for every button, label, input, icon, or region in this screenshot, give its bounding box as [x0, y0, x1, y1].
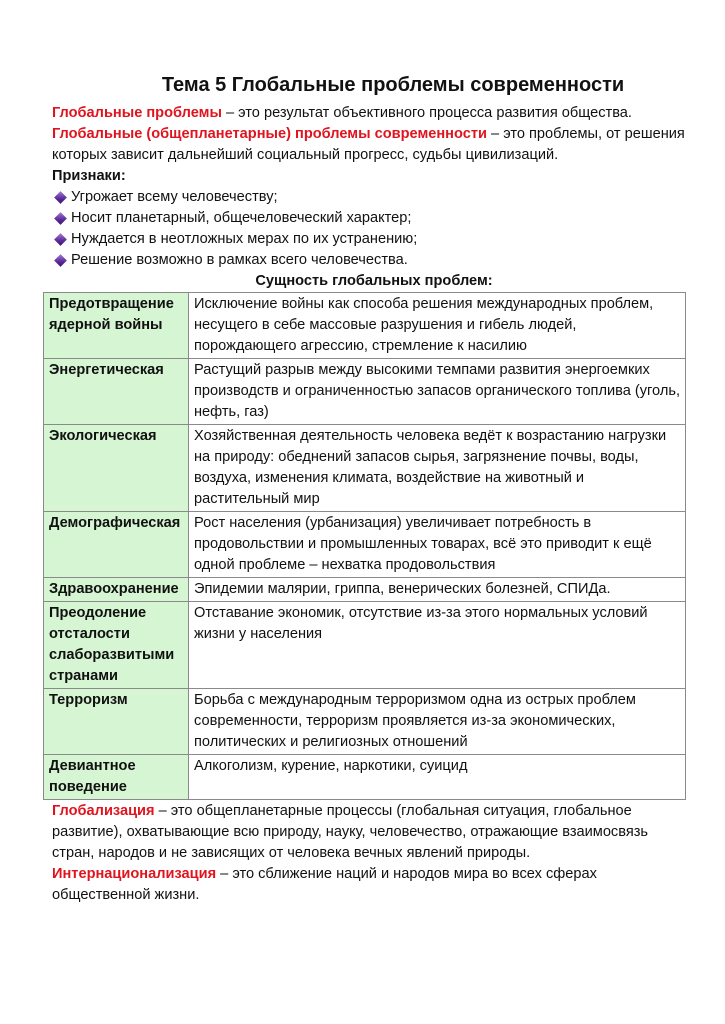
definition-term: Глобальные (общепланетарные) проблемы современности — [52, 126, 487, 142]
list-item — [52, 250, 692, 271]
definition-text: – это общепланетарные процессы (глобальная ситуация, глобальное развитие), охватывающие всю природу, науку, человечество, отражающие взаимосвязь стран, народов и не зависящих от человека вечных явлений природы. — [52, 803, 649, 861]
problem-name: Предотвращение ядерной войны — [44, 293, 189, 359]
table-title: Сущность глобальных проблем: — [255, 273, 493, 289]
sign-text: Нуждается в неотложных мерах по их устранению; — [71, 231, 418, 247]
problem-name: Энергетическая — [44, 359, 189, 425]
definition-globalization — [52, 801, 692, 864]
table-row — [44, 602, 686, 689]
table-row — [44, 689, 686, 755]
sign-text: Решение возможно в рамках всего человечества. — [71, 252, 408, 268]
problem-name: Здравоохранение — [44, 578, 189, 602]
table-row — [44, 425, 686, 512]
definition-internationalization — [52, 864, 692, 906]
problem-description: Алкоголизм, курение, наркотики, суицид — [189, 755, 686, 800]
definition-term: Глобальные проблемы — [52, 105, 222, 121]
definition-global-problems-modern — [52, 124, 692, 166]
sign-text: Носит планетарный, общечеловеческий характер; — [71, 210, 412, 226]
problem-name: Терроризм — [44, 689, 189, 755]
problem-description: Исключение войны как способа решения международных проблем, несущего в себе массовые разрушения и гибель людей, порождающего агрессию, стремление к насилию — [189, 293, 686, 359]
problem-description: Эпидемии малярии, гриппа, венерических болезней, СПИДа. — [189, 578, 686, 602]
list-item — [52, 208, 692, 229]
problem-description: Рост населения (урбанизация) увеличивает потребность в продовольствии и промышленных товарах, всё это приводит к ещё одной проблеме – нехватка продовольствия — [189, 512, 686, 578]
problem-name: Преодоление отсталости слаборазвитыми странами — [44, 602, 189, 689]
sign-text: Угрожает всему человечеству; — [71, 189, 278, 205]
definition-global-problems — [52, 103, 692, 124]
essence-table — [43, 292, 686, 800]
table-row — [44, 578, 686, 602]
document-content — [49, 74, 692, 906]
problem-name: Экологическая — [44, 425, 189, 512]
definition-text: – это проблемы, от решения которых зависит дальнейший социальный прогресс, судьбы цивилизаций. — [52, 126, 685, 163]
page-title: Тема 5 Глобальные проблемы современности — [161, 74, 625, 96]
table-row — [44, 512, 686, 578]
problem-description: Отставание экономик, отсутствие из-за этого нормальных условий жизни у населения — [189, 602, 686, 689]
definition-text: – это результат объективного процесса развития общества. — [221, 105, 632, 121]
definition-term: Глобализация — [52, 803, 155, 819]
diamond-bullet-icon — [54, 191, 67, 204]
problem-description: Хозяйственная деятельность человека ведёт к возрастанию нагрузки на природу: обеднений запасов сырья, загрязнение почвы, воды, воздуха, изменения климата, воздействие на животный и растительный мир — [189, 425, 686, 512]
diamond-bullet-icon — [54, 233, 67, 246]
problem-name: Девиантное поведение — [44, 755, 189, 800]
problem-name: Демографическая — [44, 512, 189, 578]
table-row — [44, 755, 686, 800]
list-item — [52, 229, 692, 250]
table-row — [44, 293, 686, 359]
definition-text: – это сближение наций и народов мира во всех сферах общественной жизни. — [52, 866, 597, 903]
list-item — [52, 187, 692, 208]
diamond-bullet-icon — [54, 212, 67, 225]
problem-description: Растущий разрыв между высокими темпами развития энергоемких производств и ограниченностью запасов органического топлива (уголь, нефть, газ) — [189, 359, 686, 425]
definition-term: Интернационализация — [52, 866, 217, 882]
signs-label: Признаки: — [52, 168, 126, 184]
table-row — [44, 359, 686, 425]
signs-list — [52, 187, 692, 271]
problem-description: Борьба с международным терроризмом одна из острых проблем современности, терроризм проявляется из-за экономических, политических и религиозных отношений — [189, 689, 686, 755]
diamond-bullet-icon — [54, 254, 67, 267]
